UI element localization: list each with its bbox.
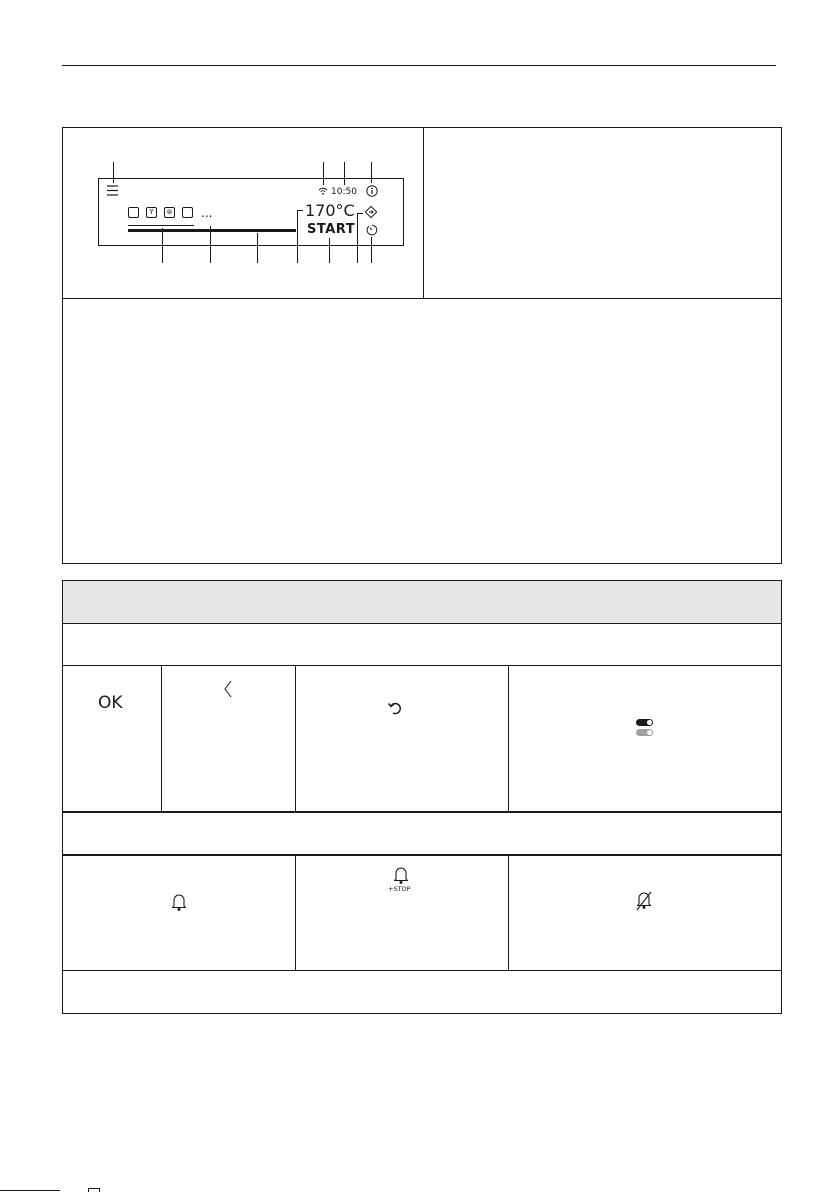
header-rule — [62, 65, 776, 66]
col-divider-3 — [508, 665, 509, 812]
progress-bar-thin — [128, 225, 194, 226]
bell-off-icon[interactable] — [635, 890, 653, 912]
table-rule-2 — [62, 665, 782, 666]
callout-1 — [113, 162, 114, 183]
callout-8 — [297, 210, 298, 263]
diagram-divider — [423, 127, 424, 299]
table-rule-1 — [62, 623, 782, 624]
col-divider-5 — [508, 855, 509, 971]
menu-icon[interactable] — [107, 185, 119, 196]
callout-10-tick — [357, 213, 363, 214]
callout-5 — [162, 228, 163, 263]
controls-table — [62, 580, 782, 1014]
temperature-readout[interactable]: 170°C — [305, 201, 355, 220]
bell-icon[interactable] — [170, 892, 188, 912]
wifi-icon — [318, 187, 328, 195]
table-rule-5 — [62, 970, 782, 971]
program-thumb-4[interactable] — [182, 207, 193, 218]
program-thumb-3[interactable]: ⊛ — [164, 207, 175, 218]
callout-4 — [371, 162, 372, 183]
more-programs: ... — [201, 206, 213, 220]
ok-button-label[interactable]: OK — [98, 693, 123, 713]
page-edge-mark — [0, 1188, 110, 1192]
callout-3 — [344, 162, 345, 185]
progress-bar — [128, 229, 296, 232]
back-chevron-icon[interactable] — [223, 680, 233, 698]
callout-2 — [323, 162, 324, 185]
col-divider-4 — [295, 855, 296, 971]
callout-6 — [210, 226, 211, 263]
start-button[interactable]: START — [307, 222, 356, 237]
bell-stop-label: +STOP — [388, 885, 411, 893]
info-icon[interactable] — [366, 185, 378, 197]
clock-time: 10:50 — [331, 187, 357, 197]
bell-stop-icon[interactable] — [392, 865, 410, 885]
program-thumb-1[interactable] — [128, 207, 139, 218]
col-divider-1 — [161, 665, 162, 812]
callout-8-tick — [297, 210, 303, 211]
callout-11 — [371, 237, 372, 263]
table-rule-4 — [62, 854, 782, 856]
col-divider-2 — [295, 665, 296, 812]
diagram-separator — [62, 298, 782, 299]
favourite-icon[interactable] — [364, 205, 378, 219]
toggle-switch-icon[interactable] — [635, 718, 655, 738]
table-rule-3 — [62, 811, 782, 813]
program-thumb-2[interactable]: Ÿ — [146, 207, 157, 218]
callout-10 — [357, 213, 358, 263]
callout-7 — [257, 233, 258, 263]
undo-icon[interactable] — [387, 700, 403, 716]
timer-icon[interactable] — [366, 224, 378, 236]
display-panel — [98, 178, 404, 246]
controls-table-header — [63, 581, 781, 623]
callout-9 — [329, 238, 330, 263]
